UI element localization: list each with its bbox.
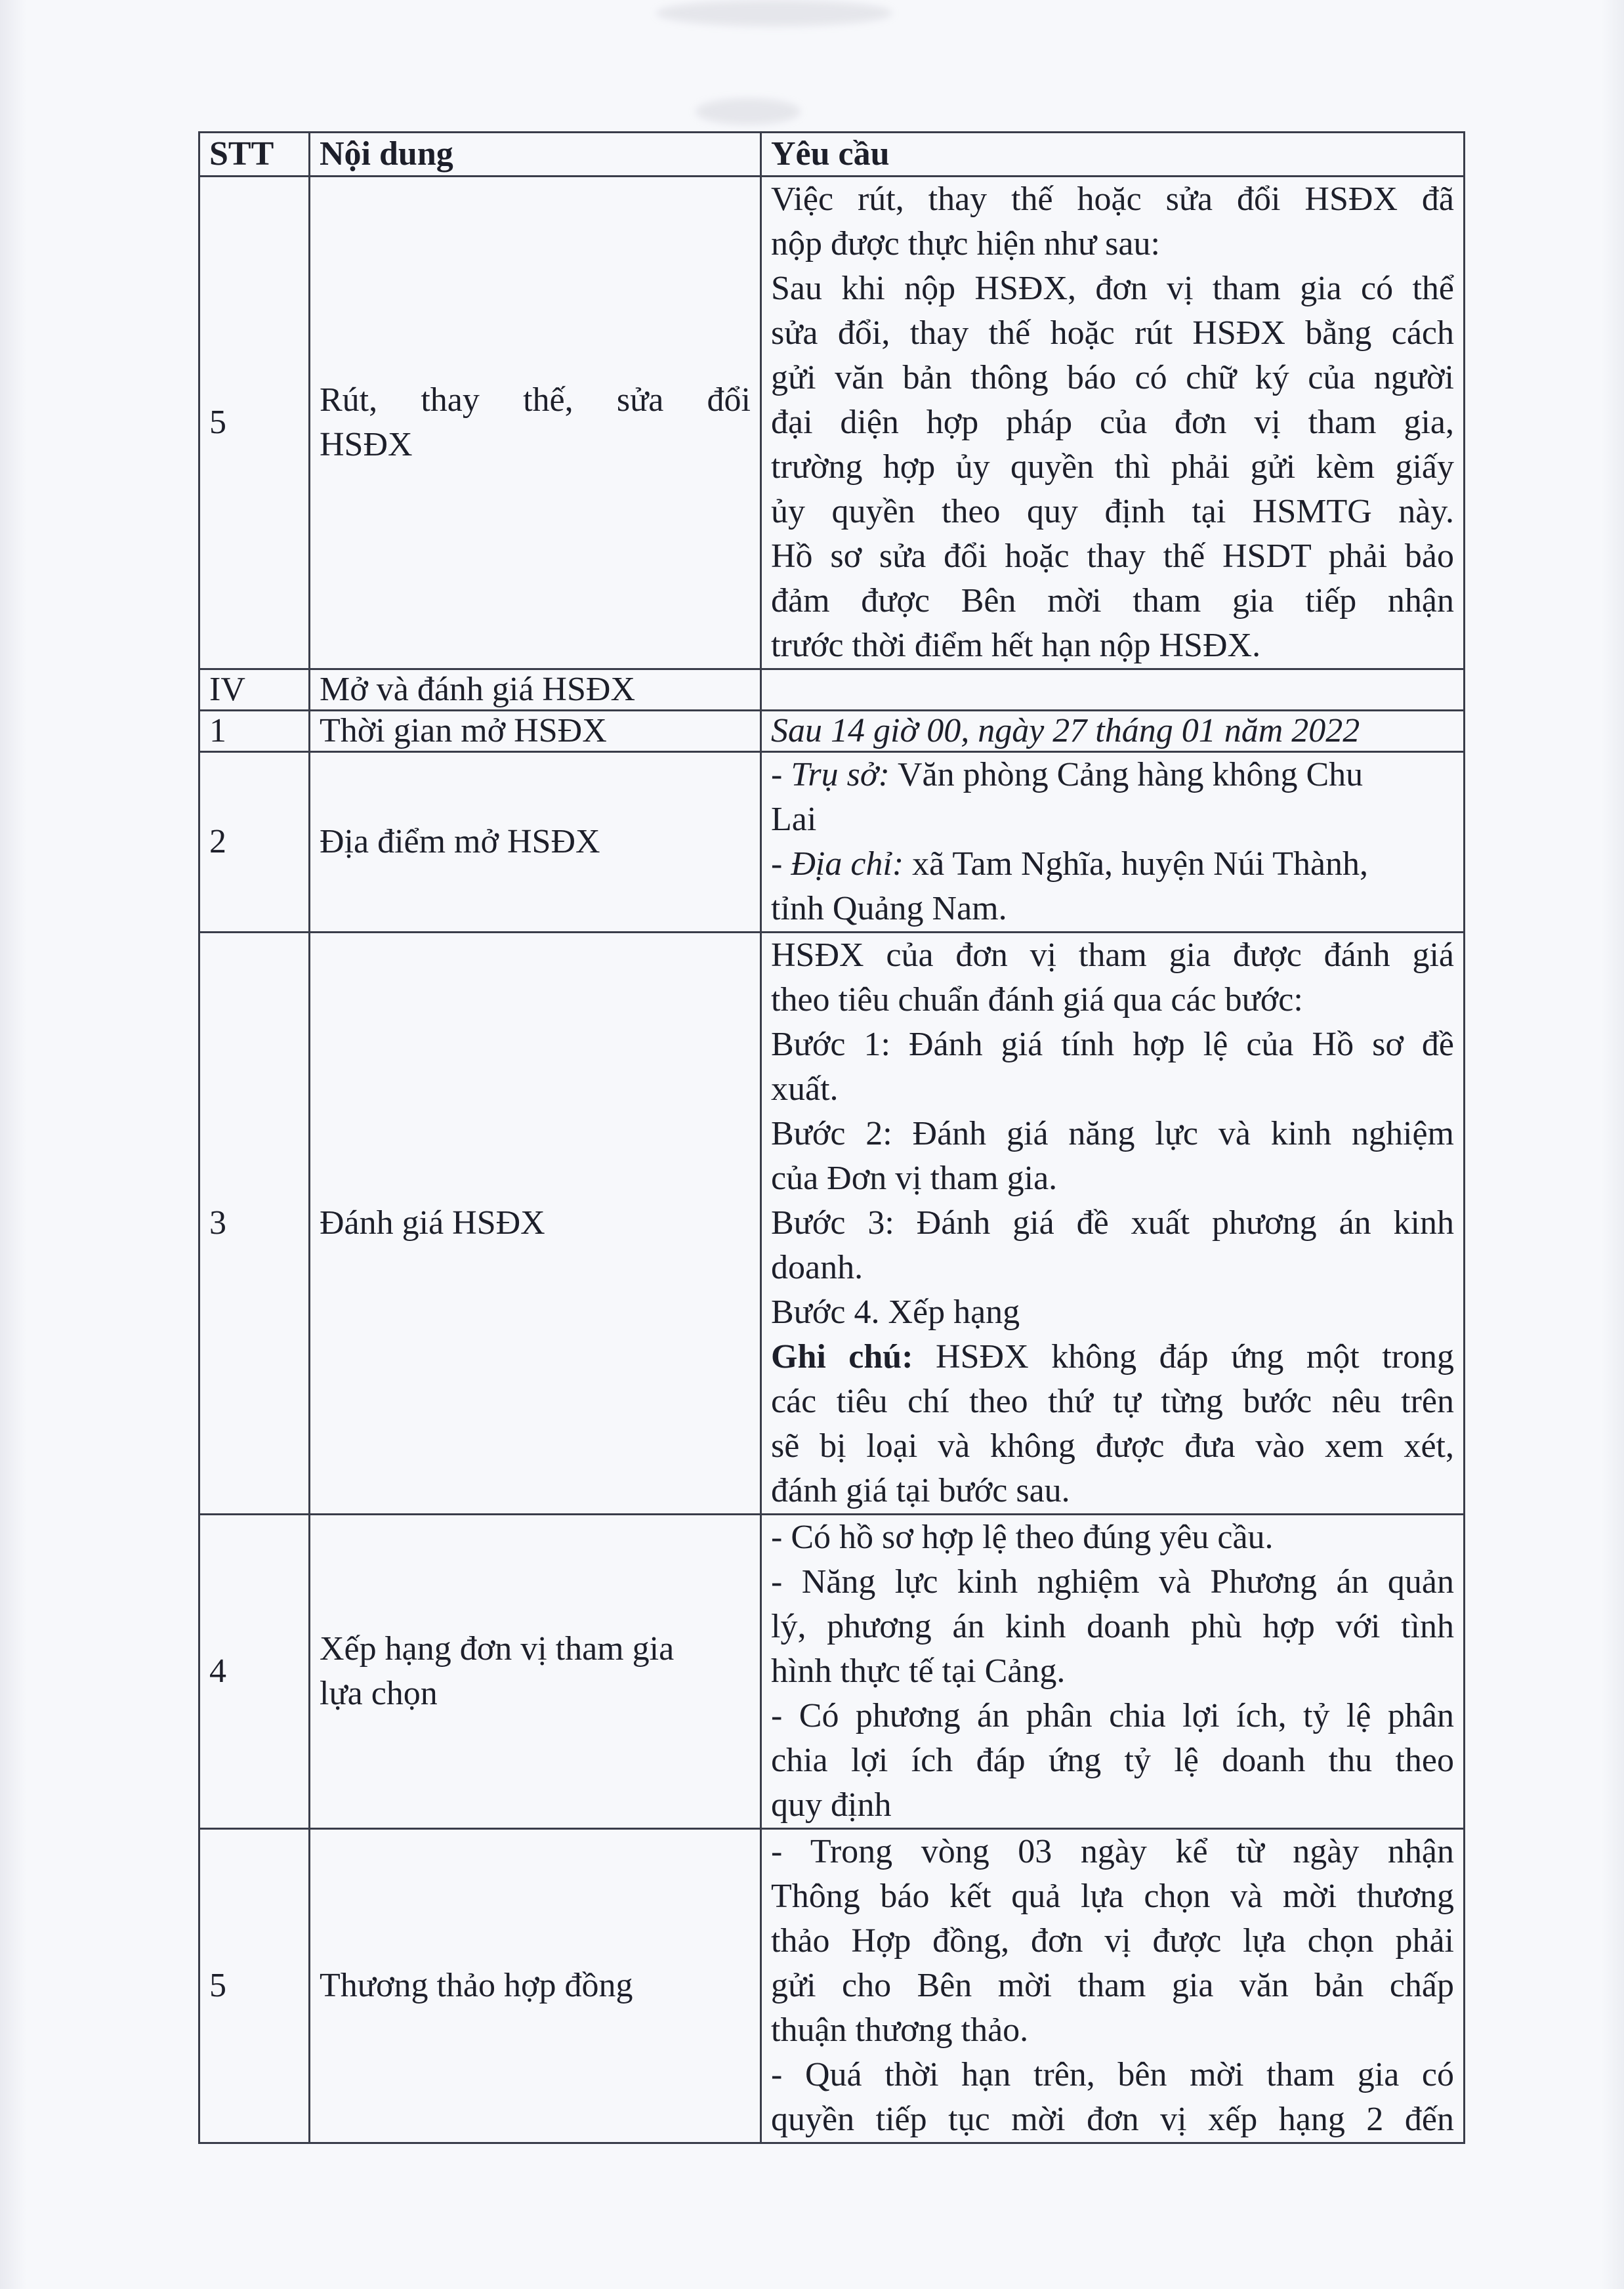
req-line: Hồ sơ sửa đổi hoặc thay thế HSDT phải bảo: [771, 537, 1454, 575]
row-stt: 1: [199, 711, 310, 752]
req-line: nộp được thực hiện như sau:: [771, 225, 1160, 262]
table-row: [199, 711, 1465, 752]
req-line: gửi văn bản thông báo có chữ ký của người: [771, 359, 1454, 396]
req-line: - Năng lực kinh nghiệm và Phương án quản: [771, 1563, 1454, 1601]
req-line: theo tiêu chuẩn đánh giá qua các bước:: [771, 981, 1303, 1018]
scan-smudge: [656, 0, 892, 26]
row-requirement: Sau 14 giờ 00, ngày 27 tháng 01 năm 2022: [761, 711, 1465, 752]
note-text: HSĐX không đáp ứng một trong: [936, 1338, 1455, 1376]
row-content: [310, 1515, 761, 1829]
office-value: Văn phòng Cảng hàng không Chu: [897, 756, 1364, 793]
row-requirement: [761, 752, 1465, 933]
content-line: HSĐX: [320, 426, 413, 463]
req-line: quy định: [771, 1786, 892, 1824]
req-line: Bước 4. Xếp hạng: [771, 1293, 1020, 1331]
section-empty: [761, 669, 1465, 711]
req-line: trước thời điểm hết hạn nộp HSĐX.: [771, 627, 1261, 664]
req-line: sửa đổi, thay thế hoặc rút HSĐX bằng cách: [771, 314, 1454, 352]
req-line: - Có hồ sơ hợp lệ theo đúng yêu cầu.: [771, 1519, 1274, 1556]
address-value: xã Tam Nghĩa, huyện Núi Thành,: [912, 845, 1369, 883]
row-content: Thời gian mở HSĐX: [310, 711, 761, 752]
note-label: Ghi chú:: [771, 1338, 913, 1376]
table-row: [199, 1515, 1465, 1829]
row-stt: 4: [199, 1515, 310, 1829]
requirements-table: [198, 131, 1465, 2144]
row-requirement: [761, 933, 1465, 1515]
req-line: đảm được Bên mời tham gia tiếp nhận: [771, 582, 1454, 620]
req-line: ủy quyền theo quy định tại HSMTG này.: [771, 493, 1454, 530]
row-content: Địa điểm mở HSĐX: [310, 752, 761, 933]
content-line: lựa chọn: [320, 1675, 438, 1712]
req-line: Bước 3: Đánh giá đề xuất phương án kinh: [771, 1204, 1454, 1242]
req-line: trường hợp ủy quyền thì phải gửi kèm giấy: [771, 448, 1454, 486]
header-content: Nội dung: [310, 133, 761, 177]
office-line: - Trụ sở: Văn phòng Cảng hàng không Chu: [771, 756, 1364, 793]
row-content: Đánh giá HSĐX: [310, 933, 761, 1515]
row-content: Thương thảo hợp đồng: [310, 1829, 761, 2143]
row-stt: 2: [199, 752, 310, 933]
header-stt: STT: [199, 133, 310, 177]
address-label: Địa chỉ:: [791, 845, 904, 883]
row-content: [310, 177, 761, 669]
req-line: - Có phương án phân chia lợi ích, tỷ lệ phân: [771, 1697, 1454, 1734]
req-line: Thông báo kết quả lựa chọn và mời thương: [771, 1878, 1454, 1915]
req-line: doanh.: [771, 1249, 864, 1286]
row-requirement: [761, 177, 1465, 669]
address-line-2: tỉnh Quảng Nam.: [771, 890, 1007, 927]
req-line: HSĐX của đơn vị tham gia được đánh giá: [771, 936, 1454, 974]
section-number: IV: [199, 669, 310, 711]
table-row: [199, 1829, 1465, 2143]
note-line: các tiêu chí theo thứ tự từng bước nêu trên: [771, 1383, 1454, 1420]
req-line: Sau khi nộp HSĐX, đơn vị tham gia có thể: [771, 270, 1454, 307]
content-line: Xếp hạng đơn vị tham gia: [320, 1630, 675, 1668]
table-row: [199, 177, 1465, 669]
req-line: xuất.: [771, 1070, 839, 1108]
req-line: Bước 2: Đánh giá năng lực và kinh nghiệm: [771, 1115, 1454, 1152]
row-stt: 3: [199, 933, 310, 1515]
office-label: Trụ sở:: [791, 756, 890, 793]
req-line: - Trong vòng 03 ngày kể từ ngày nhận: [771, 1833, 1454, 1870]
note-line: sẽ bị loại và không được đưa vào xem xét,: [771, 1427, 1454, 1465]
row-requirement: [761, 1829, 1465, 2143]
req-line: của Đơn vị tham gia.: [771, 1160, 1058, 1197]
office-line-2: Lai: [771, 801, 817, 838]
scan-smudge: [696, 98, 801, 125]
address-line: - Địa chỉ: xã Tam Nghĩa, huyện Núi Thành,: [771, 845, 1369, 883]
row-requirement: [761, 1515, 1465, 1829]
req-line: đại diện hợp pháp của đơn vị tham gia,: [771, 404, 1454, 441]
req-line: gửi cho Bên mời tham gia văn bản chấp: [771, 1967, 1454, 2004]
req-line: Việc rút, thay thế hoặc sửa đổi HSĐX đã: [771, 180, 1454, 218]
header-requirement: Yêu cầu: [761, 133, 1465, 177]
section-row: [199, 669, 1465, 711]
req-line: - Quá thời hạn trên, bên mời tham gia có: [771, 2056, 1454, 2093]
section-title: Mở và đánh giá HSĐX: [310, 669, 761, 711]
req-line: chia lợi ích đáp ứng tỷ lệ doanh thu theo: [771, 1742, 1454, 1779]
row-stt: 5: [199, 1829, 310, 2143]
req-line: quyền tiếp tục mời đơn vị xếp hạng 2 đến: [771, 2101, 1454, 2138]
table-header-row: [199, 133, 1465, 177]
req-line: hình thực tế tại Cảng.: [771, 1652, 1066, 1690]
req-line: thuận thương thảo.: [771, 2011, 1029, 2049]
table-row: [199, 752, 1465, 933]
note-line: [771, 1335, 1454, 1379]
req-line: lý, phương án kinh doanh phù hợp với tình: [771, 1608, 1454, 1645]
note-line: đánh giá tại bước sau.: [771, 1472, 1070, 1509]
req-line: Bước 1: Đánh giá tính hợp lệ của Hồ sơ đề: [771, 1026, 1454, 1063]
table-row: [199, 933, 1465, 1515]
content-line: Rút, thay thế, sửa đổi: [320, 381, 751, 419]
req-line: thảo Hợp đồng, đơn vị được lựa chọn phải: [771, 1922, 1454, 1960]
row-stt: 5: [199, 177, 310, 669]
